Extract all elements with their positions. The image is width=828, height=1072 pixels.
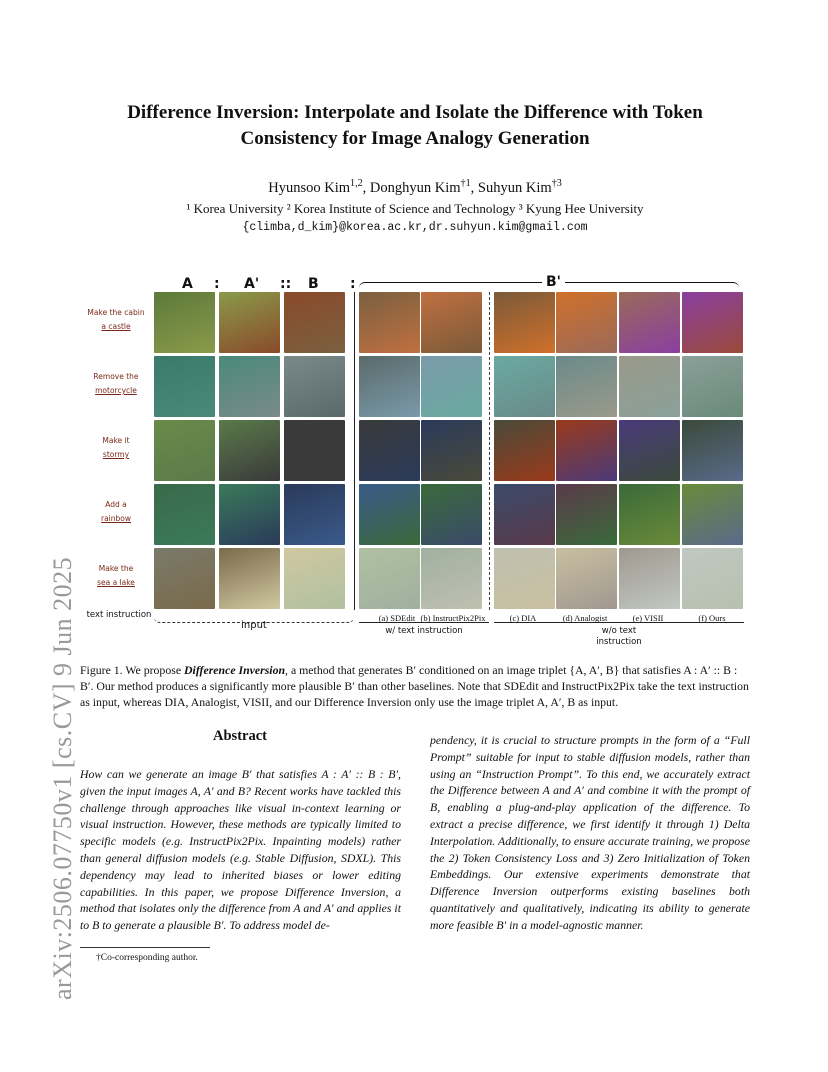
author-name: Hyunsoo Kim <box>268 179 351 196</box>
instruction-line: a castle <box>101 322 131 331</box>
figure-image-tile <box>359 548 420 609</box>
figure-image-tile <box>619 420 680 481</box>
figure-image-tile <box>619 356 680 417</box>
divider-line <box>354 292 355 610</box>
figure-image-tile <box>154 484 215 545</box>
figure-image-tile <box>219 292 280 353</box>
figure-image-tile <box>219 356 280 417</box>
instruction-line: Make the cabin <box>87 308 145 317</box>
figure-image-tile <box>682 484 743 545</box>
figure-image-tile <box>494 292 555 353</box>
figure-caption-label: Figure 1. We propose <box>80 663 185 677</box>
footnote-rule <box>80 947 210 948</box>
figure-image-tile <box>154 356 215 417</box>
figure-image-tile <box>421 484 482 545</box>
header-colon: : <box>214 276 220 292</box>
figure-image-tile <box>556 548 617 609</box>
abstract-right-column: pendency, it is crucial to structure prompts in the form of a “Full Prompt” suitable for input to stable diffusion models, rather than using an “Instruction Prompt”. To this end, we accurately extract the Difference between A and A′ and combine it with the prompt of B, enabling a plug-and-play application of the difference. To extract a precise difference, we first identify it through 1) Delta Interpolation. Additionally, to ensure accurate training, we propose the 2) Token Consistency Loss and 3) Zero Initialization of Token Embeddings. Our extensive experiments demonstrate that Difference Inversion outperforms existing baselines both quantitatively and qualitatively, indicating its ability to generate more feasible B′ in a model-agnostic manner. <box>430 733 750 932</box>
figure-image-tile <box>421 548 482 609</box>
footnote: †Co-corresponding author. <box>96 953 198 963</box>
instruction-label <box>84 562 148 590</box>
header-a: A <box>182 276 193 292</box>
author-name: Donghyun Kim <box>369 179 461 196</box>
figure-image-tile <box>421 420 482 481</box>
author-affil-mark: †3 <box>551 178 562 189</box>
author-affil-mark: †1 <box>460 178 471 189</box>
figure-image-tile <box>219 548 280 609</box>
with-text-brace <box>359 622 489 623</box>
figure-image-tile <box>619 548 680 609</box>
figure-image-tile <box>219 484 280 545</box>
figure-image-tile <box>154 548 215 609</box>
instruction-line: sea a lake <box>97 578 135 587</box>
method-name: Difference Inversion <box>184 663 286 677</box>
caption-ours: (f) Ours <box>698 613 726 623</box>
author-name: Suhyun Kim <box>477 179 552 196</box>
figure-image-tile <box>494 548 555 609</box>
author-emails: {climba,d_kim}@korea.ac.kr,dr.suhyun.kim@gmail.com <box>242 221 588 234</box>
figure-image-tile <box>556 292 617 353</box>
instruction-label <box>84 370 148 398</box>
figure-image-tile <box>421 356 482 417</box>
abstract-heading: Abstract <box>213 728 267 744</box>
label-text-instruction: text instruction <box>86 610 152 620</box>
header-colon: : <box>350 276 356 292</box>
divider-dashed <box>489 292 490 610</box>
label-without-text: w/o text instruction <box>596 626 642 647</box>
instruction-line: Make it <box>102 436 130 445</box>
instruction-line: stormy <box>102 450 130 459</box>
instruction-line: Make the <box>98 564 134 573</box>
instruction-line: Remove the <box>93 372 139 381</box>
figure-image-tile <box>682 292 743 353</box>
figure-image-tile <box>359 420 420 481</box>
figure-image-tile <box>619 484 680 545</box>
header-a-prime: A' <box>244 276 260 292</box>
arxiv-identifier: arXiv:2506.07750v1 [cs.CV] 9 Jun 2025 <box>48 556 77 1000</box>
figure-image-tile <box>359 292 420 353</box>
instruction-line: motorcycle <box>95 386 137 395</box>
without-text-brace <box>494 622 744 623</box>
figure-image-tile <box>421 292 482 353</box>
figure-image-tile <box>284 484 345 545</box>
instruction-line: Add a <box>105 500 127 509</box>
figure-image-tile <box>682 420 743 481</box>
figure-image-tile <box>284 292 345 353</box>
figure-image-tile <box>154 292 215 353</box>
caption-sdedit: (a) SDEdit <box>378 613 416 623</box>
caption-instructpix2pix: (b) InstructPix2Pix <box>420 613 486 623</box>
label-input: input <box>241 620 267 631</box>
figure-caption <box>80 662 750 710</box>
figure-image-tile <box>284 548 345 609</box>
instruction-line: rainbow <box>101 514 131 523</box>
figure-image-tile <box>284 420 345 481</box>
figure-image-tile <box>682 356 743 417</box>
paper-title: Difference Inversion: Interpolate and Isolate the Difference with Token Consistency for Image Analogy Generation <box>127 102 703 149</box>
figure-image-tile <box>494 484 555 545</box>
figure-image-tile <box>359 356 420 417</box>
figure-image-tile <box>556 484 617 545</box>
instruction-label <box>84 306 148 334</box>
figure-image-tile <box>682 548 743 609</box>
caption-analogist: (d) Analogist <box>562 613 608 623</box>
figure-image-tile <box>619 292 680 353</box>
caption-dia: (c) DIA <box>509 613 537 623</box>
instruction-label <box>84 498 148 526</box>
author-list: Hyunsoo Kim$^{1,2}$, Donghyun Kim$^{\dagger 1}$, Suhyun Kim$^{\dagger 3}$ <box>268 178 562 196</box>
abstract-left-column: How can we generate an image B′ that satisfies A : A′ :: B : B′, given the input images A, A′ and B? Recent works have tackled this challenge through approaches like visual in-context learning or visual instruction. However, these methods are typically limited to specific models (e.g. InstructPix2Pix. Inpainting models) rather than general diffusion models (e.g. Stable Diffusion, SDXL). This dependency may lead to inherited biases or lower editing capabilities. In this paper, we propose Difference Inversion, a method that isolates only the difference from A and A′ and applies it to B to generate a plausible B′. To address model de- <box>80 767 401 933</box>
figure-image-tile <box>494 420 555 481</box>
header-double-colon: :: <box>280 276 292 292</box>
header-b: B <box>308 276 319 292</box>
affiliations: ¹ Korea University ² Korea Institute of Science and Technology ³ Kyung Hee University <box>186 201 644 216</box>
figure-image-tile <box>494 356 555 417</box>
figure-image-tile <box>556 356 617 417</box>
figure-image-tile <box>359 484 420 545</box>
figure-image-tile <box>556 420 617 481</box>
teaser-figure <box>84 270 754 650</box>
figure-image-tile <box>284 356 345 417</box>
instruction-label <box>84 434 148 462</box>
figure-caption-text: , a method that generates B′ conditioned on an image triplet {A, A′, B} that satisfies A : A′ :: B : B′. Our method produces a significantly more plausible B′ than other baselines. Note that SDEdit and InstructPix2Pix take the text instruction as input, whereas DIA, Analogist, VISII, and our Difference Inversion only use the image triplet A, A′, B as input. <box>80 663 749 709</box>
caption-visii: (e) VISII <box>632 613 664 623</box>
figure-image-tile <box>154 420 215 481</box>
header-b-prime: B' <box>542 274 565 290</box>
label-with-text: w/ text instruction <box>385 626 463 636</box>
figure-image-tile <box>219 420 280 481</box>
author-affil-mark: 1,2 <box>350 178 363 189</box>
